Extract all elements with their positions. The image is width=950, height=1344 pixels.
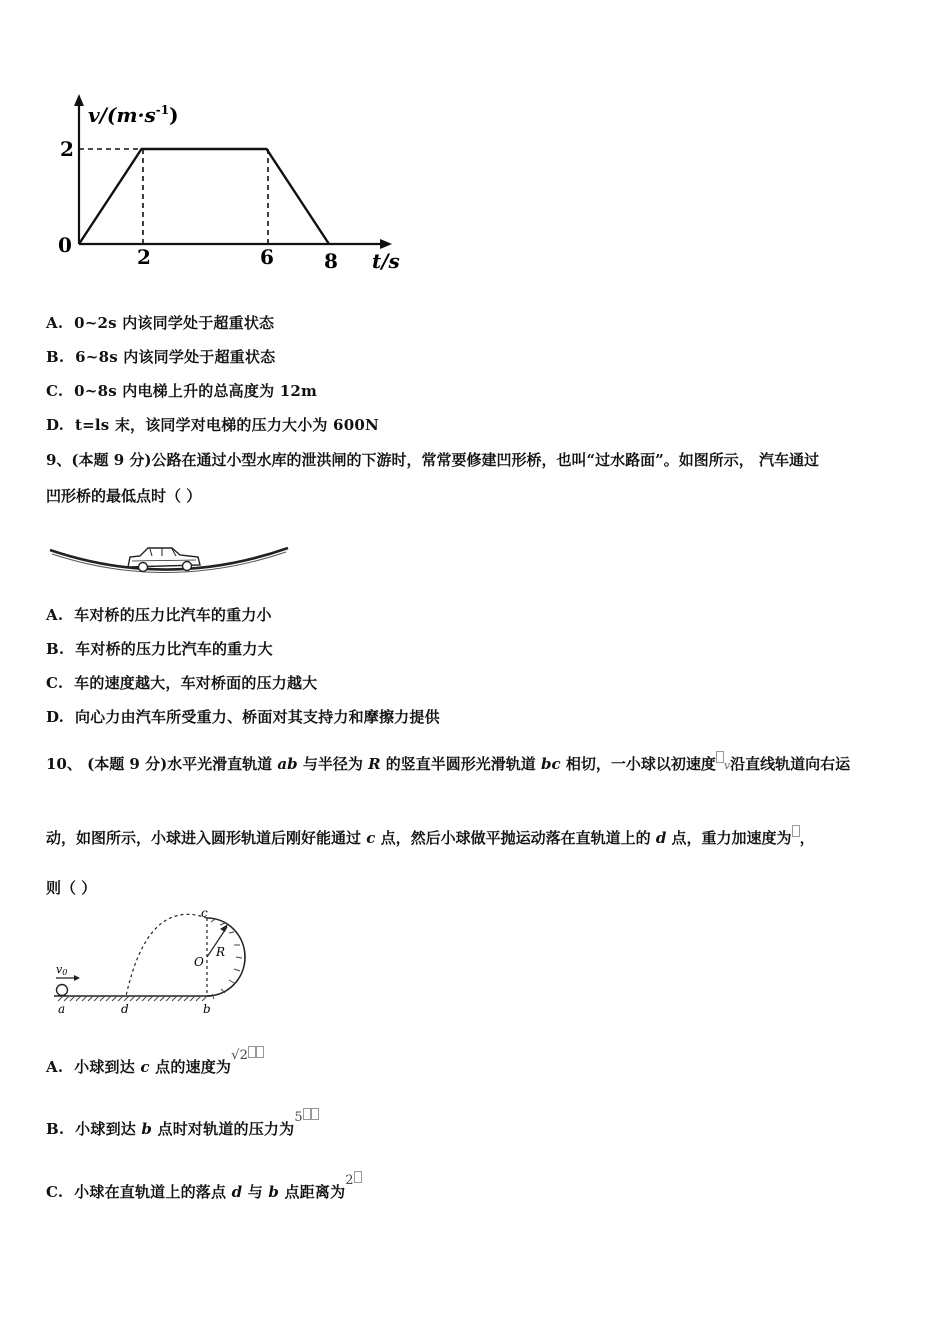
label-o: O bbox=[194, 955, 204, 969]
q8-option-c: C. 0~8s 内电梯上升的总高度为 12m bbox=[46, 382, 318, 400]
q10-option-c: C. 小球在直轨道上的落点 d 与 b 点距离为2 bbox=[46, 1181, 362, 1202]
ground-hatch bbox=[58, 996, 207, 1001]
origin-label: 0 bbox=[58, 233, 72, 257]
q8-option-d: D. t=ls 末，该同学对电梯的压力大小为 600N bbox=[46, 416, 379, 434]
q9-option-c: C. 车的速度越大，车对桥面的压力越大 bbox=[46, 674, 318, 692]
y-axis-arrow bbox=[74, 94, 84, 106]
semicircle-hatch bbox=[211, 919, 242, 999]
q9-option-a: A. 车对桥的压力比汽车的重力小 bbox=[46, 606, 272, 624]
formula-2r: 2 bbox=[345, 1173, 361, 1188]
car-icon bbox=[128, 548, 200, 572]
label-d: d bbox=[121, 1002, 129, 1016]
semicircle-track-figure bbox=[50, 905, 260, 1020]
x-tick-label-6: 6 bbox=[260, 245, 274, 269]
q9-stem-line2: 凹形桥的最低点时（ ） bbox=[46, 487, 202, 505]
q9-option-d: D. 向心力由汽车所受重力、桥面对其支持力和摩擦力提供 bbox=[46, 708, 440, 726]
velocity-time-graph bbox=[46, 92, 406, 277]
formula-5mg: 5 bbox=[294, 1110, 318, 1125]
q10-stem-line3: 则（ ） bbox=[46, 879, 97, 897]
ball bbox=[57, 985, 68, 996]
label-a: a bbox=[58, 1002, 66, 1016]
q9-option-b: B. 车对桥的压力比汽车的重力大 bbox=[46, 640, 273, 658]
x-axis-label: t/s bbox=[372, 249, 400, 273]
label-c: c bbox=[201, 906, 208, 920]
x-axis-arrow bbox=[380, 239, 392, 249]
formula-placeholder-icon bbox=[716, 751, 724, 763]
y-axis-label: $v/(m\cdot s^{-1})$ bbox=[88, 103, 179, 127]
q9-stem-line1: 9、(本题 9 分)公路在通过小型水库的泄洪闸的下游时，常常要修建凹形桥，也叫“过水路面”。如图所示， 汽车通过 bbox=[46, 451, 819, 469]
formula-sqrt: √2 bbox=[231, 1048, 264, 1063]
v0-arrowhead bbox=[74, 975, 80, 981]
q10-stem-line2: 动，如图所示，小球进入圆形轨道后刚好能通过 c 点，然后小球做平抛运动落在直轨道上的 d 点，重力加速度为 ， bbox=[46, 827, 815, 848]
q10-option-a: A. 小球到达 c 点的速度为√2 bbox=[46, 1056, 264, 1077]
q10-stem-line1: 10、 (本题 9 分)水平光滑直轨道 ab 与半径为 R 的竖直半圆形光滑轨道 bc 相切，一小球以初速度 v沿直线轨道向右运 bbox=[46, 753, 850, 774]
x-tick-label-8: 8 bbox=[324, 249, 338, 273]
q8-option-b: B. 6~8s 内该同学处于超重状态 bbox=[46, 348, 276, 366]
label-v0: v0 bbox=[56, 963, 68, 977]
label-b: b bbox=[203, 1002, 211, 1016]
concave-bridge-figure bbox=[48, 540, 293, 580]
label-r: R bbox=[216, 945, 226, 959]
q10-option-b: B. 小球到达 b 点时对轨道的压力为5 bbox=[46, 1118, 319, 1139]
series-line bbox=[79, 149, 329, 244]
semicircle-track bbox=[207, 918, 245, 996]
formula-placeholder-icon bbox=[792, 825, 800, 837]
y-tick-label-2: 2 bbox=[60, 137, 74, 161]
q8-option-a: A. 0~2s 内该同学处于超重状态 bbox=[46, 314, 275, 332]
x-tick-label-2: 2 bbox=[137, 245, 151, 269]
